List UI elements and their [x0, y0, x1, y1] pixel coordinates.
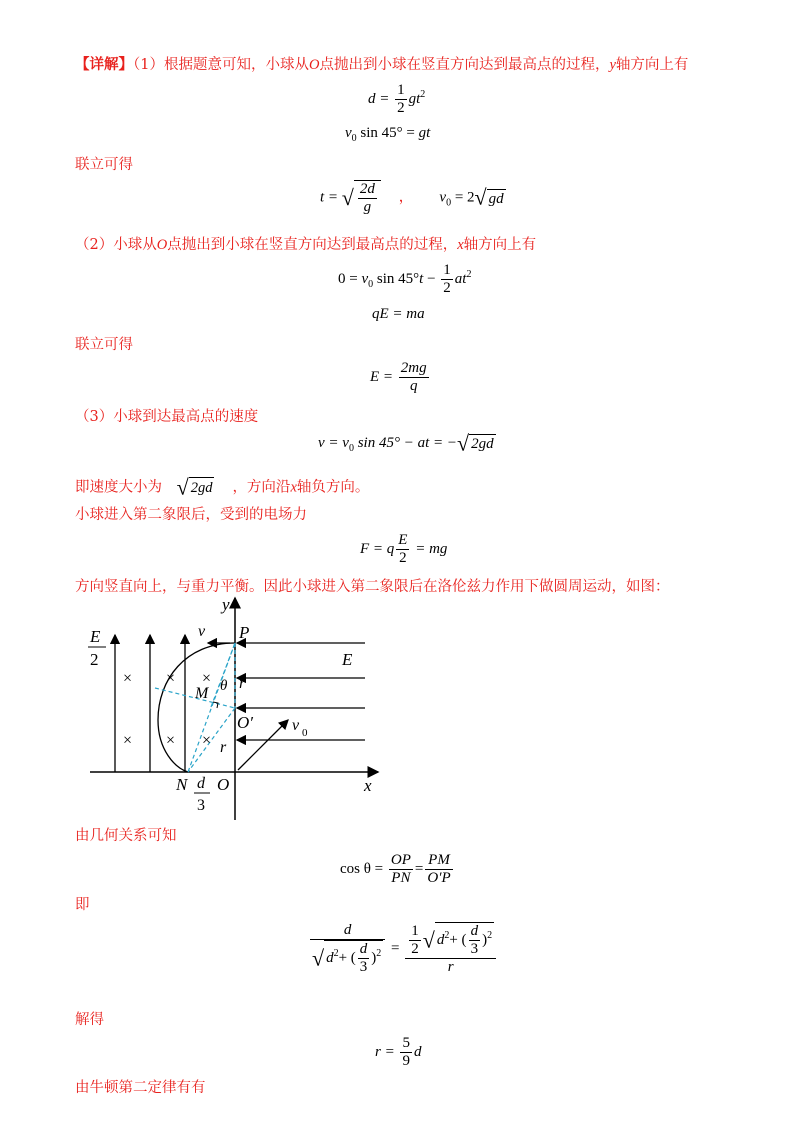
equation-7: $v = v_0$ sin 45° − at = −√ 2gd [318, 430, 494, 456]
svg-text:P: P [239, 623, 250, 642]
paragraph-5: （3）小球到达最高点的速度 [75, 409, 259, 425]
svg-text:×: × [123, 732, 133, 749]
paragraph-11: 解得 [75, 1012, 104, 1028]
equation-4: $0 = v_0$ sin 45°t − $\frac{1}{2}$ $at^2$ [338, 262, 472, 296]
svg-text:×: × [202, 670, 212, 687]
svg-text:r: r [220, 739, 227, 756]
svg-text:r: r [239, 675, 246, 692]
equation-1: d = $\frac{1}{2}$ $gt^2$ [368, 82, 426, 116]
svg-text:×: × [123, 670, 133, 687]
equation-6: E = $\frac{2mg}{q}$ [370, 360, 427, 394]
physics-diagram [80, 590, 390, 820]
paragraph-12: 由牛顿第二定律有有 [75, 1080, 206, 1096]
svg-text:v: v [198, 623, 206, 640]
paragraph-6: 即速度大小为 √ 2gd ，方向沿x轴负方向。 [75, 474, 370, 500]
svg-text:M: M [195, 685, 209, 702]
paragraph-2: 联立可得 [75, 157, 133, 173]
svg-text:×: × [166, 670, 176, 687]
paragraph-3: （2）小球从O点抛出到小球在竖直方向达到最高点的过程，x轴方向上有 [75, 237, 537, 253]
svg-text:y: y [222, 595, 230, 614]
paragraph-7: 小球进入第二象限后，受到的电场力 [75, 507, 307, 523]
equation-3: t = √ $\frac{2d}{g}$ ， $v_0 = 2√$ gd [320, 181, 504, 215]
equation-2: $v_0$ sin 45° = gt [345, 125, 431, 144]
svg-text:3: 3 [197, 797, 205, 814]
paragraph-8: 方向竖直向上，与重力平衡。因此小球进入第二象限后在洛伦兹力作用下做圆周运动，如图： [75, 579, 670, 595]
svg-text:×: × [166, 732, 176, 749]
equation-5: qE = ma [372, 306, 425, 322]
svg-text:O′: O′ [237, 713, 253, 732]
detail-tag: 【详解】 [75, 56, 133, 73]
svg-text:N: N [176, 775, 188, 794]
paragraph-10: 即 [75, 897, 90, 913]
paragraph-9: 由几何关系可知 [75, 828, 177, 844]
svg-text:d: d [197, 775, 205, 792]
svg-text:0: 0 [302, 727, 308, 739]
paragraph-4: 联立可得 [75, 337, 133, 353]
svg-text:×: × [202, 732, 212, 749]
equation-8: F = q $\frac{E}{2}$ = mg [360, 532, 448, 566]
equation-11: r = $\frac{5}{9}$ d [375, 1035, 422, 1069]
equation-10: d √ $d^2+$ ( $\frac{d}{3}$ )$^2$ = $\frac{1}{2}$ √ $d^2+$ ( $\frac{d}{3}$ )$^2$ r [308, 922, 498, 976]
svg-text:E: E [342, 650, 353, 669]
svg-text:v: v [292, 717, 300, 734]
equation-9: cos θ = $\frac{OP}{PN}$ = $\frac{PM}{O'P}$ [340, 852, 451, 886]
svg-text:θ: θ [220, 678, 228, 694]
paragraph-1: 【详解】（1）根据题意可知，小球从O点抛出到小球在竖直方向达到最高点的过程，y轴方向上有 [75, 56, 689, 73]
svg-text:O: O [217, 775, 230, 794]
svg-text:2: 2 [90, 650, 99, 669]
svg-text:x: x [364, 776, 372, 795]
svg-text:E: E [90, 627, 101, 646]
